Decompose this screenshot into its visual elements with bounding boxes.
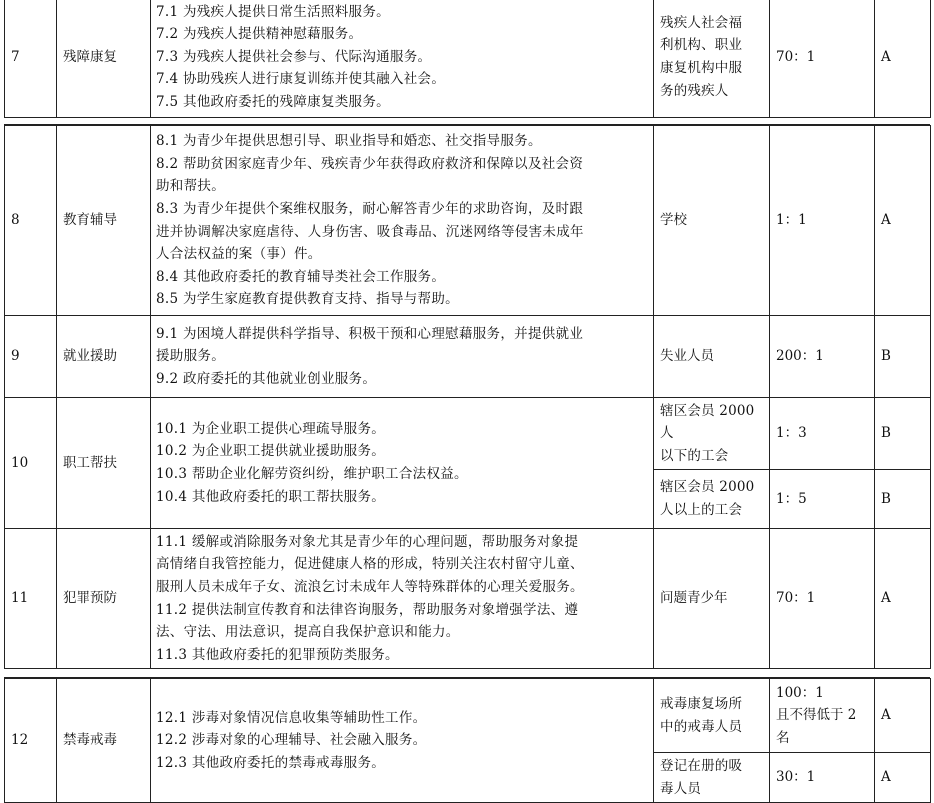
staff-ratio: 70：1 <box>770 0 875 118</box>
service-target <box>654 470 770 529</box>
row-number: 12 <box>5 679 57 803</box>
target-line: 毒人员 <box>660 780 702 797</box>
service-line: 10.1 为企业职工提供心理疏导服务。 <box>156 420 386 437</box>
service-content <box>151 126 654 316</box>
service-line: 7.1 为残疾人提供日常生活照料服务。 <box>156 3 390 20</box>
row-number: 9 <box>5 316 57 398</box>
service-content <box>151 316 654 398</box>
service-line: 高情绪自我管控能力，促进健康人格的形成，特别关注农村留守儿童、 <box>156 556 584 573</box>
service-line: 10.3 帮助企业化解劳资纠纷，维护职工合法权益。 <box>156 466 468 482</box>
target-line: 人 <box>660 425 674 442</box>
table-row-9 <box>5 316 931 398</box>
row-number: 7 <box>5 0 57 118</box>
service-line: 7.5 其他政府委托的残障康复类服务。 <box>156 93 390 110</box>
target-line: 登记在册的吸 <box>660 757 743 774</box>
target-line: 利机构、职业 <box>660 37 743 54</box>
target-line: 辖区会员 2000 <box>660 479 755 496</box>
service-line: 12.2 涉毒对象的心理辅导、社会融入服务。 <box>156 732 427 749</box>
service-content <box>151 398 654 529</box>
service-line: 8.4 其他政府委托的教育辅导类社会工作服务。 <box>156 268 446 285</box>
service-target <box>654 0 770 118</box>
service-line: 12.1 涉毒对象情况信息收集等辅助性工作。 <box>156 709 427 726</box>
service-line: 服刑人员未成年子女、流浪乞讨未成年人等特殊群体的心理关爱服务。 <box>156 578 584 595</box>
service-table <box>4 0 931 118</box>
grade-level: A <box>875 529 931 669</box>
service-target: 问题青少年 <box>654 529 770 669</box>
target-line: 以下的工会 <box>660 447 729 464</box>
page-break-divider <box>4 117 930 125</box>
staff-ratio: 70：1 <box>770 529 875 669</box>
service-line: 人合法权益的案（事）件。 <box>156 246 322 263</box>
table-row-12a <box>5 679 931 753</box>
ratio-line: 100：1 <box>776 684 824 701</box>
service-line: 进并协调解决家庭虐待、人身伤害、吸食毒品、沉迷网络等侵害未成年 <box>156 223 584 240</box>
service-line: 助和帮扶。 <box>156 178 225 195</box>
page-break-divider <box>4 668 930 678</box>
service-line: 7.2 为残疾人提供精神慰藉服务。 <box>156 26 363 43</box>
service-line: 8.2 帮助贫困家庭青少年、残疾青少年获得政府救济和保障以及社会资 <box>156 155 584 172</box>
staff-ratio: 1：5 <box>770 470 875 529</box>
table-segment-1 <box>4 0 930 118</box>
grade-level: A <box>875 126 931 316</box>
service-content <box>151 0 654 118</box>
row-number: 10 <box>5 398 57 529</box>
table-row-8 <box>5 126 931 316</box>
service-content <box>151 529 654 669</box>
service-line: 11.3 其他政府委托的犯罪预防类服务。 <box>156 646 399 663</box>
staff-ratio: 30：1 <box>770 753 875 803</box>
service-target <box>654 398 770 470</box>
target-line: 辖区会员 2000 <box>660 402 755 419</box>
staff-ratio: 1：3 <box>770 398 875 470</box>
service-line: 7.3 为残疾人提供社会参与、代际沟通服务。 <box>156 48 432 65</box>
service-category: 犯罪预防 <box>57 529 151 669</box>
service-category: 禁毒戒毒 <box>57 679 151 803</box>
row-number: 11 <box>5 529 57 669</box>
table-segment-2 <box>4 125 930 669</box>
service-line: 10.4 其他政府委托的职工帮扶服务。 <box>156 488 386 505</box>
service-target: 失业人员 <box>654 316 770 398</box>
table-row-10a <box>5 398 931 470</box>
grade-level: A <box>875 753 931 803</box>
service-line: 7.4 协助残疾人进行康复训练并使其融入社会。 <box>156 71 446 88</box>
service-line: 9.2 政府委托的其他就业创业服务。 <box>156 370 377 387</box>
service-category: 残障康复 <box>57 0 151 118</box>
grade-level: A <box>875 0 931 118</box>
service-line: 11.2 提供法制宣传教育和法律咨询服务，帮助服务对象增强学法、遵 <box>156 601 579 618</box>
service-line: 8.3 为青少年提供个案维权服务，耐心解答青少年的求助咨询，及时跟 <box>156 200 584 217</box>
grade-level: B <box>875 316 931 398</box>
table-row-11 <box>5 529 931 669</box>
service-category: 职工帮扶 <box>57 398 151 529</box>
target-line: 康复机构中服 <box>660 60 743 76</box>
service-table <box>4 678 931 803</box>
target-line: 中的戒毒人员 <box>660 718 743 735</box>
service-category: 教育辅导 <box>57 126 151 316</box>
grade-level: B <box>875 398 931 470</box>
staff-ratio <box>770 679 875 753</box>
target-line: 人以上的工会 <box>660 502 743 518</box>
service-target <box>654 679 770 753</box>
service-line: 10.2 为企业职工提供就业援助服务。 <box>156 443 386 460</box>
grade-level: A <box>875 679 931 753</box>
service-line: 援助服务。 <box>156 348 225 365</box>
target-line: 残疾人社会福 <box>660 14 743 31</box>
service-target <box>654 753 770 803</box>
service-line: 8.5 为学生家庭教育提供教育支持、指导与帮助。 <box>156 291 459 308</box>
service-content <box>151 679 654 803</box>
row-number: 8 <box>5 126 57 316</box>
staff-ratio: 200：1 <box>770 316 875 398</box>
service-line: 12.3 其他政府委托的禁毒戒毒服务。 <box>156 754 386 771</box>
service-target: 学校 <box>654 126 770 316</box>
target-line: 务的残疾人 <box>660 82 729 99</box>
service-category: 就业援助 <box>57 316 151 398</box>
ratio-line: 名 <box>776 729 790 746</box>
service-line: 9.1 为困境人群提供科学指导、积极干预和心理慰藉服务，并提供就业 <box>156 325 584 342</box>
service-line: 11.1 缓解或消除服务对象尤其是青少年的心理问题，帮助服务对象提 <box>156 533 579 550</box>
service-line: 8.1 为青少年提供思想引导、职业指导和婚恋、社交指导服务。 <box>156 133 542 150</box>
table-row-7 <box>5 0 931 118</box>
service-line: 法、守法、用法意识，提高自我保护意识和能力。 <box>156 624 460 641</box>
service-table <box>4 125 931 669</box>
target-line: 戒毒康复场所 <box>660 695 743 712</box>
ratio-line: 且不得低于 2 <box>776 707 857 724</box>
grade-level: B <box>875 470 931 529</box>
staff-ratio: 1：1 <box>770 126 875 316</box>
table-segment-3 <box>4 678 930 803</box>
